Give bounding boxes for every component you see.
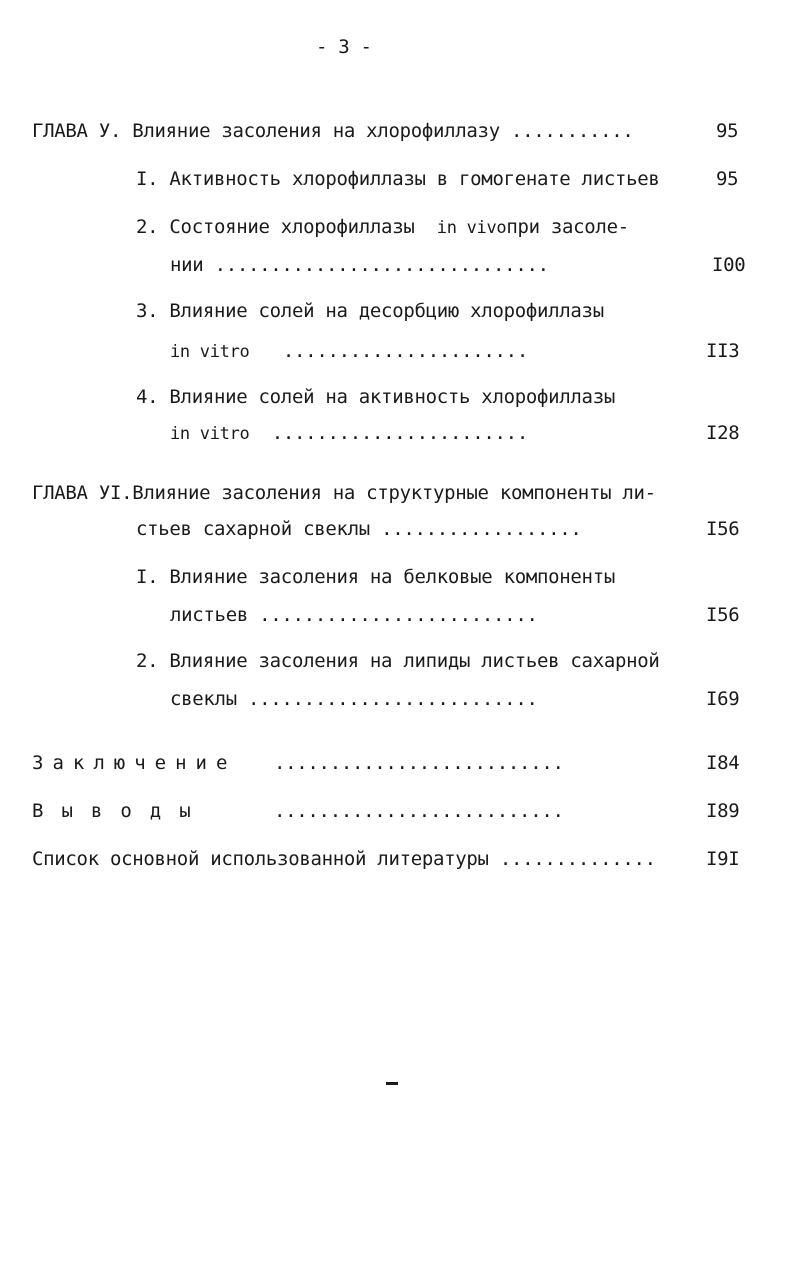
toc-page-number: I84	[706, 752, 740, 774]
toc-latin-term: in vitro	[170, 342, 250, 362]
toc-section-6-2-line2	[170, 688, 538, 710]
toc-page-number: II3	[706, 340, 740, 362]
toc-page-number: I56	[706, 604, 740, 626]
toc-dots: ..........................	[247, 688, 538, 710]
toc-dots: .......................	[271, 422, 528, 444]
toc-dots: ..................	[381, 518, 582, 540]
toc-page-number: I69	[706, 688, 740, 710]
page-number: - 3 -	[316, 36, 372, 58]
footer-dash-mark	[386, 1082, 398, 1085]
toc-section-5-1: I. Активность хлорофиллазы в гомогенате листьев	[136, 168, 660, 190]
toc-dots: ...........	[510, 120, 634, 142]
toc-section-text: листьев	[170, 604, 248, 626]
toc-section-5-4-line2	[170, 422, 528, 445]
toc-dots: ..............................	[214, 254, 549, 276]
toc-page-number: I89	[706, 800, 740, 822]
toc-dots: ..........................	[274, 752, 564, 774]
toc-section-text: свеклы	[170, 688, 237, 710]
toc-section-6-2-line1: 2. Влияние засоления на липиды листьев сахарной	[136, 650, 660, 672]
toc-page-number: I9I	[706, 848, 740, 870]
toc-page-number: 95	[716, 120, 739, 142]
toc-findings-label: Выводы	[32, 800, 209, 822]
toc-section-text: нии	[170, 254, 204, 276]
toc-section-text: 2. Состояние хлорофиллазы	[136, 216, 415, 238]
toc-chapter-6-line2	[136, 518, 582, 540]
toc-references-label: Список основной использованной литературы	[32, 848, 489, 870]
toc-section-5-4-line1: 4. Влияние солей на активность хлорофиллазы	[136, 386, 615, 408]
toc-section-5-3-line2	[170, 340, 528, 363]
toc-section-5-2-line1	[136, 216, 629, 239]
toc-latin-term: in vitro	[170, 424, 250, 444]
toc-chapter-6-line1: ГЛАВА УI.Влияние засоления на структурные компоненты ли-	[32, 482, 656, 504]
toc-dots: .........................	[259, 604, 538, 626]
toc-page-number: I56	[706, 518, 740, 540]
toc-latin-term: in vivo	[436, 218, 507, 238]
toc-section-text: стьев сахарной свеклы	[136, 518, 370, 540]
toc-conclusion-label: Заключение	[32, 752, 237, 774]
toc-section-6-1-line1: I. Влияние засоления на белковые компоненты	[136, 566, 615, 588]
toc-page-number: I28	[706, 422, 740, 444]
toc-chapter-5-title-text: ГЛАВА У. Влияние засоления на хлорофиллазу	[32, 120, 500, 142]
toc-section-text: при засоле-	[506, 216, 629, 238]
toc-chapter-5-title	[32, 120, 634, 142]
toc-section-5-3-line1: 3. Влияние солей на десорбцию хлорофиллазы	[136, 300, 604, 322]
toc-dots: ..............	[499, 848, 656, 870]
toc-section-5-2-line2	[170, 254, 549, 276]
toc-section-6-1-line2	[170, 604, 538, 626]
toc-dots: ......................	[282, 340, 528, 362]
toc-references-line	[32, 848, 656, 870]
toc-dots: ..........................	[274, 800, 564, 822]
toc-page-number: 95	[716, 168, 739, 190]
toc-page-number: I00	[712, 254, 746, 276]
